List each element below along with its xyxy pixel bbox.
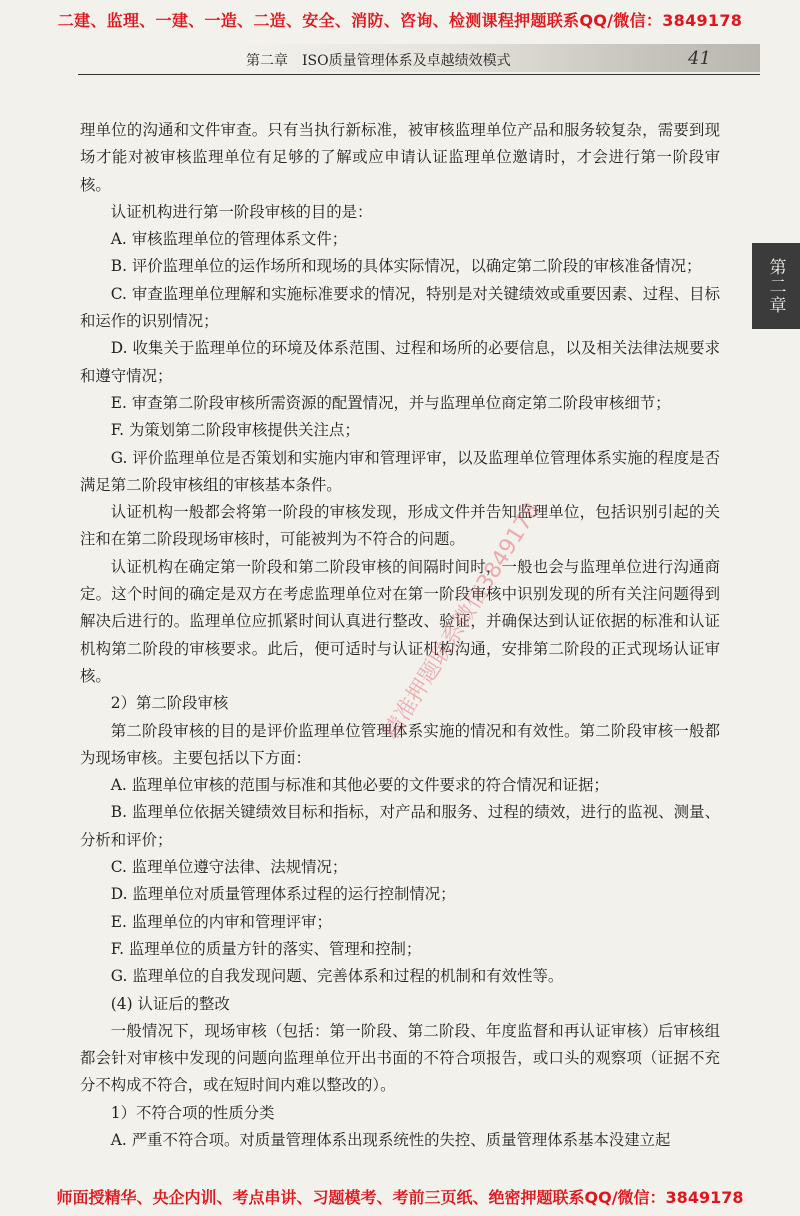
body-text bbox=[80, 117, 720, 1154]
header-rule bbox=[78, 74, 760, 75]
paragraph: C. 监理单位遵守法律、法规情况； bbox=[110, 858, 348, 877]
bottom-advertisement: 师面授精华、央企内训、考点串讲、习题模考、考前三页纸、绝密押题联系QQ/微信：3849178 bbox=[56, 1188, 744, 1207]
paragraph: D. 收集关于监理单位的环境及体系范围、过程和场所的必要信息，以及相关法律法规要求和遵守情况； bbox=[80, 339, 720, 385]
paragraph: 第二阶段审核的目的是评价监理单位管理体系实施的情况和有效性。第二阶段审核一般都为现场审核。主要包括以下方面： bbox=[80, 721, 720, 767]
chapter-side-tab: 第二章 bbox=[752, 243, 800, 329]
paragraph: 认证机构进行第一阶段审核的目的是： bbox=[110, 202, 373, 221]
paragraph: (4) 认证后的整改 bbox=[110, 994, 230, 1013]
paragraph: A. 审核监理单位的管理体系文件； bbox=[110, 230, 348, 249]
paragraph: E. 审查第二阶段审核所需资源的配置情况，并与监理单位商定第二阶段审核细节； bbox=[110, 393, 671, 412]
paragraph: 2）第二阶段审核 bbox=[110, 694, 229, 713]
paragraph: A. 严重不符合项。对质量管理体系出现系统性的失控、质量管理体系基本没建立起 bbox=[110, 1130, 671, 1149]
paragraph: 一般情况下，现场审核（包括：第一阶段、第二阶段、年度监督和再认证审核）后审核组都会针对审核中发现的问题向监理单位开出书面的不符合项报告，或口头的观察项（证据不充分不构成不符合，或在短时间内难以整改的）。 bbox=[80, 1021, 720, 1095]
paragraph: G. 评价监理单位是否策划和实施内审和管理评审，以及监理单位管理体系实施的程度是否满足第二阶段审核组的审核基本条件。 bbox=[80, 448, 720, 494]
paragraph: F. 监理单位的质量方针的落实、管理和控制； bbox=[110, 939, 422, 958]
paragraph: D. 监理单位对质量管理体系过程的运行控制情况； bbox=[110, 885, 456, 904]
paragraph: 认证机构一般都会将第一阶段的审核发现，形成文件并告知监理单位，包括识别引起的关注和在第二阶段现场审核时，可能被判为不符合的问题。 bbox=[80, 503, 720, 549]
paragraph: G. 监理单位的自我发现问题、完善体系和过程的机制和有效性等。 bbox=[110, 967, 564, 986]
paragraph: E. 监理单位的内审和管理评审； bbox=[110, 912, 332, 931]
paragraph: F. 为策划第二阶段审核提供关注点； bbox=[110, 421, 360, 440]
paragraph: 认证机构在确定第一阶段和第二阶段审核的间隔时间时，一般也会与监理单位进行沟通商定。这个时间的确定是双方在考虑监理单位对在第一阶段审核中识别发现的所有关注问题得到解决后进行的。监理单位应抓紧时间认真进行整改、验证，并确保达到认证依据的标准和认证机构第二阶段的审核要求。此后，便可适时与认证机构沟通，安排第二阶段的正式现场认证审核。 bbox=[80, 557, 720, 685]
paragraph: B. 评价监理单位的运作场所和现场的具体实际情况，以确定第二阶段的审核准备情况； bbox=[110, 257, 702, 276]
paragraph: C. 审查监理单位理解和实施标准要求的情况，特别是对关键绩效或重要因素、过程、目标和运作的识别情况； bbox=[80, 284, 720, 331]
paragraph: 理单位的沟通和文件审查。只有当执行新标准，被审核监理单位产品和服务较复杂，需要到现场才能对被审核监理单位有足够的了解或应申请认证监理单位邀请时，才会进行第一阶段审核。 bbox=[80, 121, 720, 194]
paragraph: 1）不符合项的性质分类 bbox=[110, 1103, 275, 1122]
top-advertisement: 二建、监理、一建、一造、二造、安全、消防、咨询、检测课程押题联系QQ/微信：3849178 bbox=[57, 11, 743, 30]
paragraph: A. 监理单位审核的范围与标准和其他必要的文件要求的符合情况和证据； bbox=[110, 776, 609, 795]
watermark: 精准押题联系微信3849178 bbox=[378, 498, 545, 744]
page-header bbox=[0, 42, 800, 76]
chapter-title: 第二章 ISO质量管理体系及卓越绩效模式 bbox=[246, 53, 511, 69]
paragraph: B. 监理单位依据关键绩效目标和指标，对产品和服务、过程的绩效，进行的监视、测量、分析和评价； bbox=[80, 803, 720, 849]
page-number: 41 bbox=[688, 48, 711, 69]
